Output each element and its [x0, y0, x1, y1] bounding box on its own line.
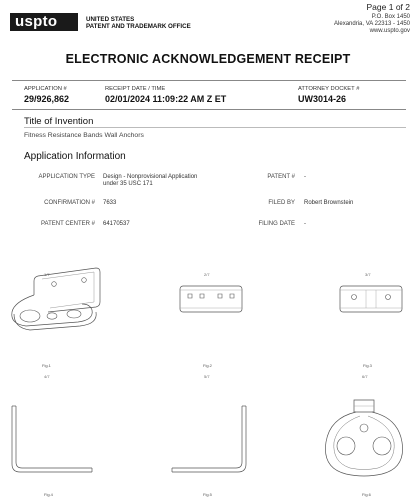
- logo-text: uspto: [15, 13, 58, 30]
- application-type-line-2: under 35 USC 171: [103, 181, 153, 187]
- figure-3-drawing: [336, 282, 406, 316]
- figure-6-drawing: [316, 398, 412, 486]
- agency-name: [86, 16, 191, 30]
- application-type-line-1: Design - Nonprovisional Application: [103, 174, 198, 180]
- patent-center-number-label: PATENT CENTER #: [40, 221, 95, 227]
- patent-number-value: -: [304, 174, 306, 180]
- figure-2-caption: Fig.2: [203, 363, 212, 368]
- figure-2-drawing: [176, 282, 246, 316]
- application-number-label: APPLICATION #: [24, 86, 67, 92]
- application-information-heading: Application Information: [24, 151, 126, 162]
- agency-line-2: PATENT AND TRADEMARK OFFICE: [86, 23, 191, 31]
- title-section-rule: [24, 127, 406, 128]
- application-type-label: APPLICATION TYPE: [38, 174, 95, 180]
- application-type-value: [103, 174, 197, 188]
- figure-4-index: 4/7: [44, 374, 50, 379]
- figure-5-index: 5/7: [204, 374, 210, 379]
- header-rule-bottom: [12, 109, 406, 110]
- figure-2-index: 2/7: [204, 272, 210, 277]
- figure-5-drawing: [170, 404, 250, 476]
- patent-center-number-value: 64170537: [103, 221, 130, 227]
- figure-6-caption: Fig.6: [362, 492, 371, 497]
- filing-date-value: -: [304, 221, 306, 227]
- address-line-2: Alexandria, VA 22313 - 1450: [334, 21, 410, 27]
- filed-by-label: FILED BY: [268, 200, 295, 206]
- patent-number-label: PATENT #: [267, 174, 295, 180]
- address-line-1: P.O. Box 1450: [371, 14, 410, 20]
- figure-6-index: 6/7: [362, 374, 368, 379]
- receipt-date-value: 02/01/2024 11:09:22 AM Z ET: [105, 94, 227, 104]
- receipt-title: ELECTRONIC ACKNOWLEDGEMENT RECEIPT: [65, 52, 351, 66]
- figure-3-caption: Fig.3: [363, 363, 372, 368]
- confirmation-number-label: CONFIRMATION #: [44, 200, 95, 206]
- figure-4-drawing: [8, 404, 94, 476]
- agency-line-1: UNITED STATES: [86, 16, 135, 23]
- title-of-invention-heading: Title of Invention: [24, 116, 94, 127]
- figure-4-caption: Fig.4: [44, 492, 53, 497]
- uspto-logo: [10, 13, 78, 31]
- address-line-3: www.uspto.gov: [369, 28, 410, 34]
- figure-5-caption: Fig.5: [203, 492, 212, 497]
- title-of-invention-value: Fitness Resistance Bands Wall Anchors: [24, 132, 144, 139]
- receipt-date-label: RECEIPT DATE / TIME: [105, 86, 166, 92]
- filed-by-value: Robert Brownstein: [304, 200, 354, 206]
- figure-1-drawing: [8, 262, 104, 340]
- confirmation-number-value: 7633: [103, 200, 117, 206]
- figure-3-index: 3/7: [365, 272, 371, 277]
- mailing-address: [334, 14, 410, 35]
- header-rule-top: [12, 80, 406, 81]
- attorney-docket-label: ATTORNEY DOCKET #: [298, 86, 360, 92]
- application-number-value: 29/926,862: [24, 94, 70, 104]
- figure-1-index: 1/7: [44, 272, 50, 277]
- figure-1-caption: Fig.1: [42, 363, 51, 368]
- page-number: Page 1 of 2: [366, 2, 410, 12]
- filing-date-label: FILING DATE: [258, 221, 295, 227]
- attorney-docket-value: UW3014-26: [298, 94, 347, 104]
